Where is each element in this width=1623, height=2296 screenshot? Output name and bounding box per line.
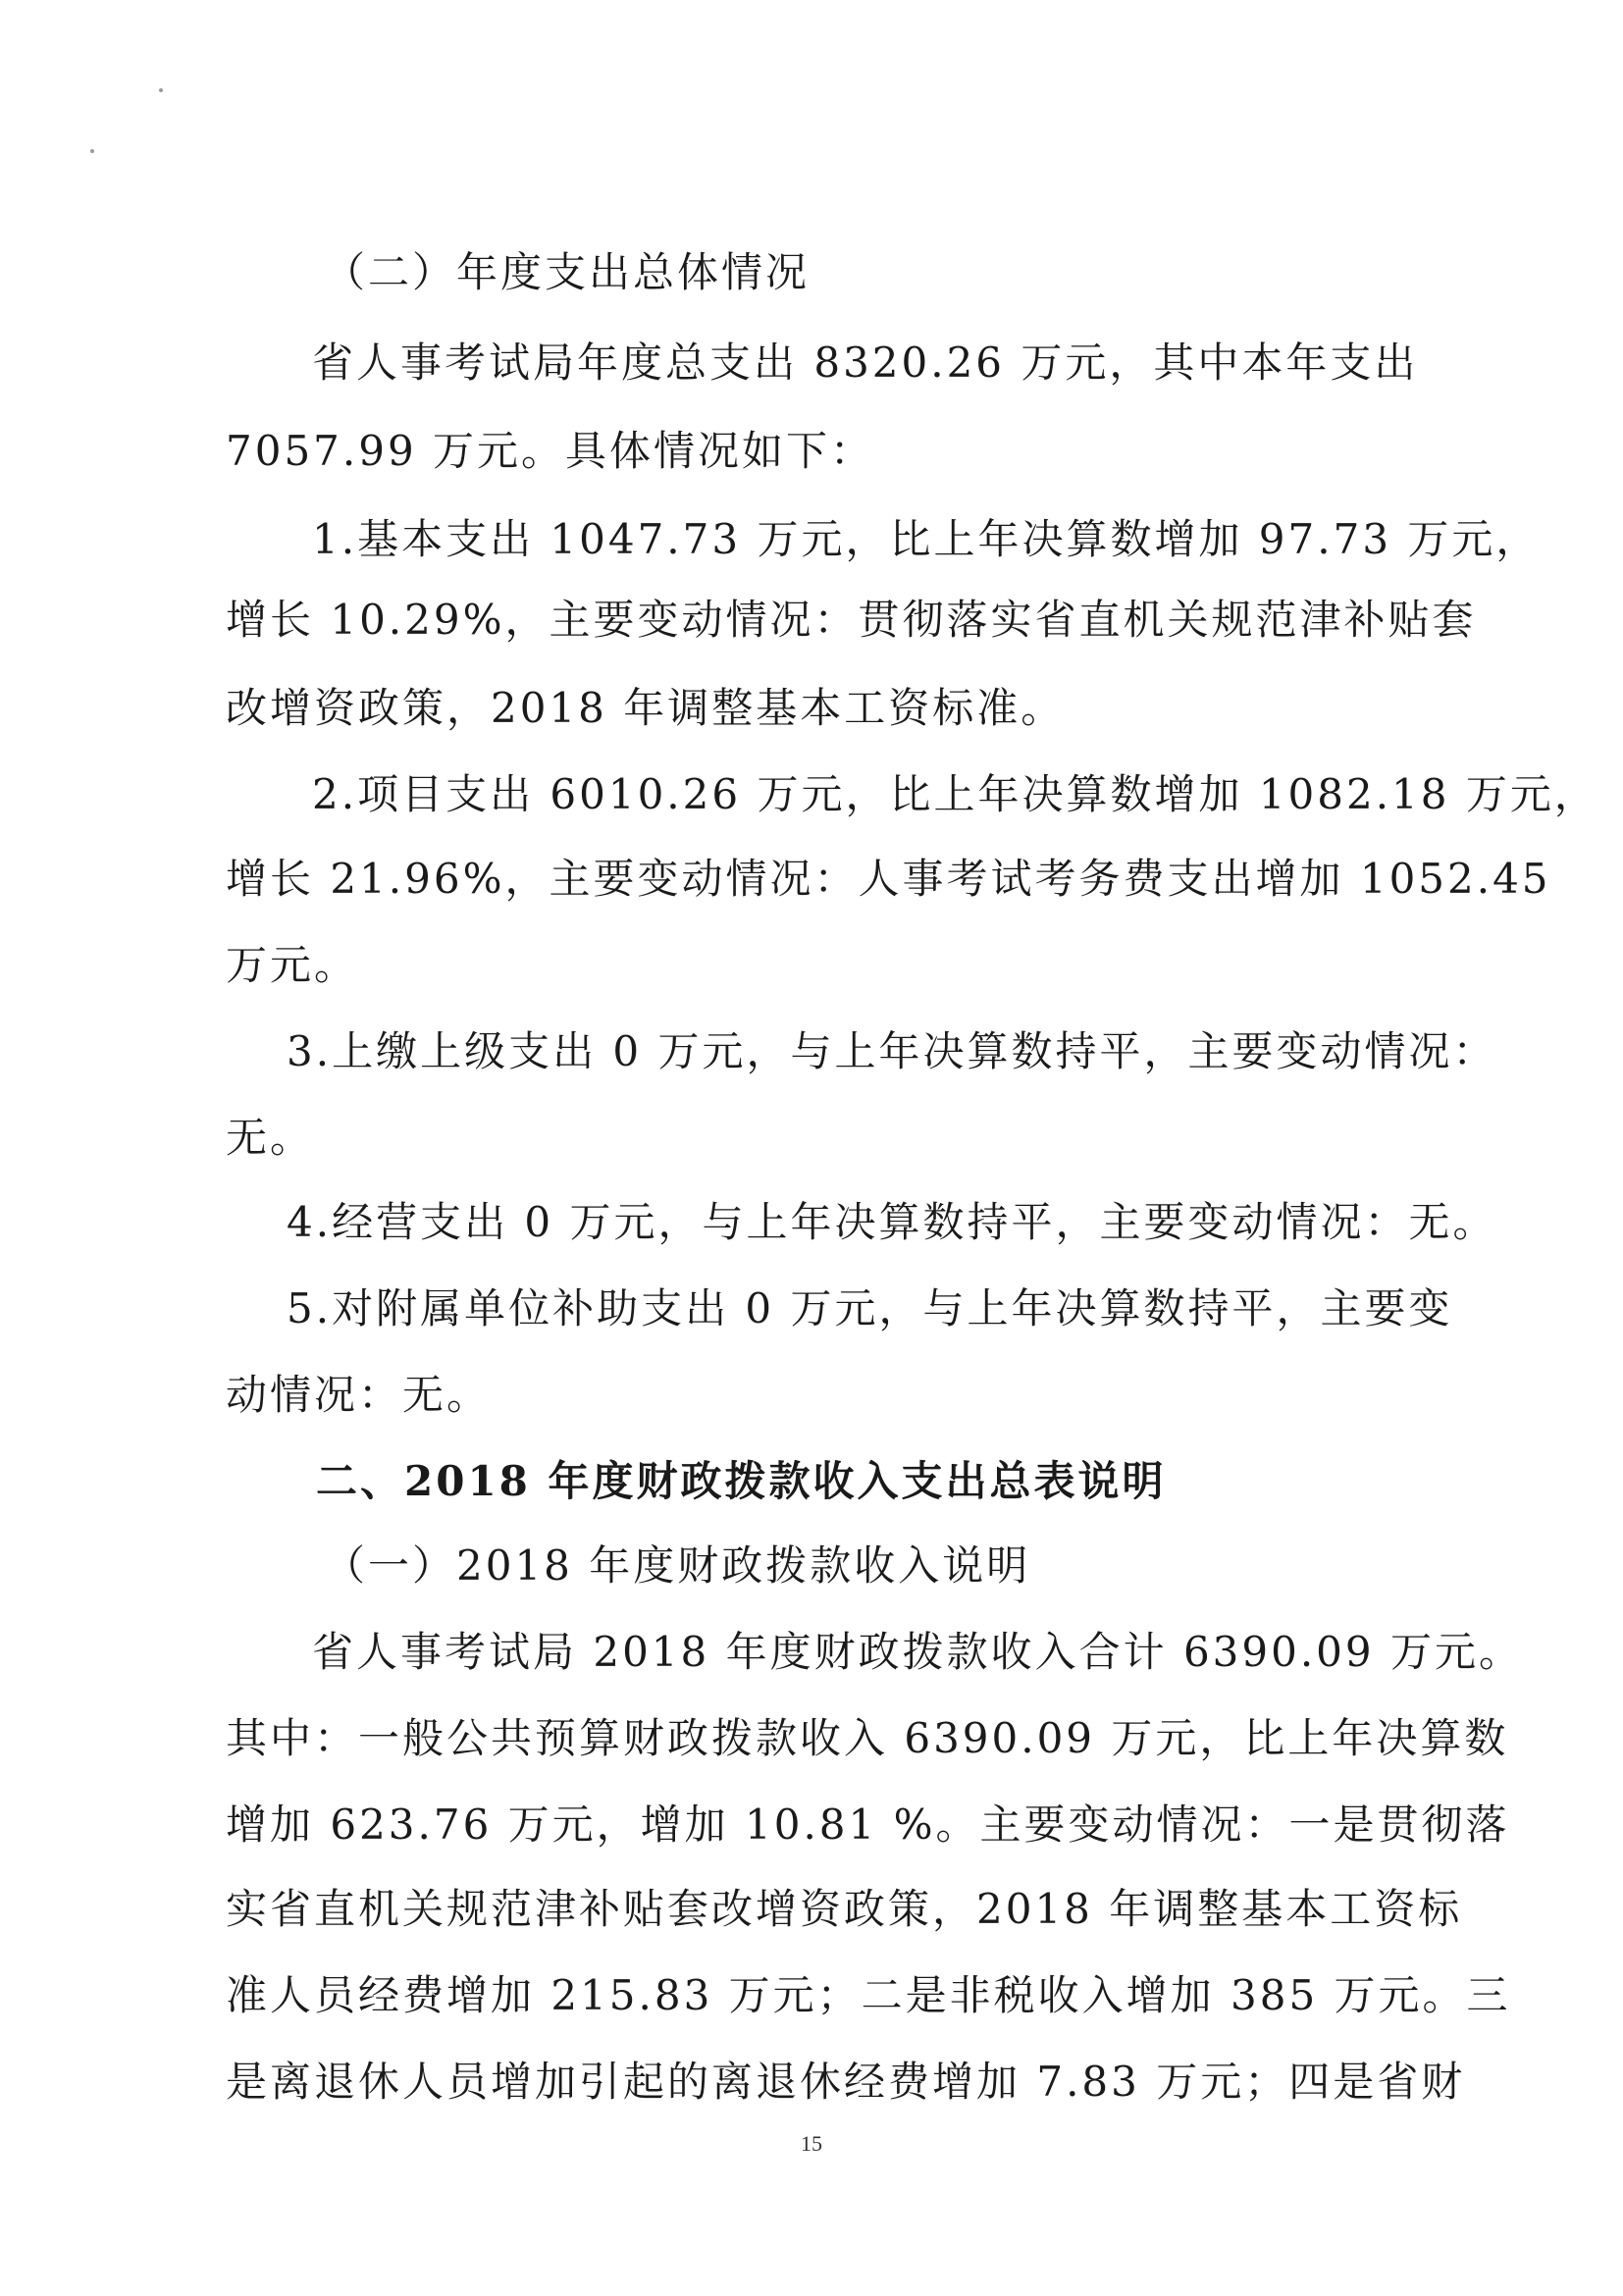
section-heading-expenditure: （二）年度支出总体情况 [324, 248, 811, 296]
list-item-operating-expenditure: 4.经营支出 0 万元，与上年决算数持平，主要变动情况：无。 [287, 1198, 1497, 1246]
paragraph-line: 增长 10.29%，主要变动情况：贯彻落实省直机关规范津补贴套 [226, 596, 1477, 644]
list-item-upper-level-expenditure: 3.上缴上级支出 0 万元，与上年决算数持平，主要变动情况： [287, 1027, 1497, 1075]
paragraph-line: 动情况：无。 [226, 1371, 492, 1419]
page-number: 15 [801, 2131, 822, 2156]
subsection-heading-appropriation-income: （一）2018 年度财政拨款收入说明 [324, 1541, 1031, 1590]
paragraph-line: 增加 623.76 万元，增加 10.81 %。主要变动情况：一是贯彻落 [226, 1800, 1510, 1849]
paragraph-line: 7057.99 万元。具体情况如下： [226, 427, 875, 475]
list-item-basic-expenditure: 1.基本支出 1047.73 万元，比上年决算数增加 97.73 万元， [312, 515, 1541, 563]
paragraph-line: 增长 21.96%，主要变动情况：人事考试考务费支出增加 1052.45 [226, 855, 1551, 903]
paragraph-line: 万元。 [226, 941, 359, 989]
list-item-project-expenditure: 2.项目支出 6010.26 万元，比上年决算数增加 1082.18 万元， [312, 770, 1598, 818]
paragraph-line: 是离退休人员增加引起的离退休经费增加 7.83 万元；四是省财 [226, 2058, 1466, 2106]
paragraph-line: 改增资政策，2018 年调整基本工资标准。 [226, 684, 1066, 732]
list-item-subsidy-expenditure: 5.对附属单位补助支出 0 万元，与上年决算数持平，主要变 [287, 1284, 1453, 1332]
scan-speck [90, 149, 94, 153]
paragraph-line: 省人事考试局 2018 年度财政拨款收入合计 6390.09 万元。 [312, 1628, 1523, 1676]
paragraph-line: 无。 [226, 1114, 315, 1162]
paragraph-line: 实省直机关规范津补贴套改增资政策，2018 年调整基本工资标 [226, 1885, 1463, 1933]
scan-speck [159, 88, 163, 92]
section-heading-fiscal-appropriation: 二、2018 年度财政拨款收入支出总表说明 [316, 1457, 1167, 1505]
paragraph-line: 其中：一般公共预算财政拨款收入 6390.09 万元，比上年决算数 [226, 1714, 1509, 1762]
paragraph-line: 省人事考试局年度总支出 8320.26 万元，其中本年支出 [312, 339, 1419, 387]
paragraph-line: 准人员经费增加 215.83 万元；二是非税收入增加 385 万元。三 [226, 1971, 1511, 2019]
